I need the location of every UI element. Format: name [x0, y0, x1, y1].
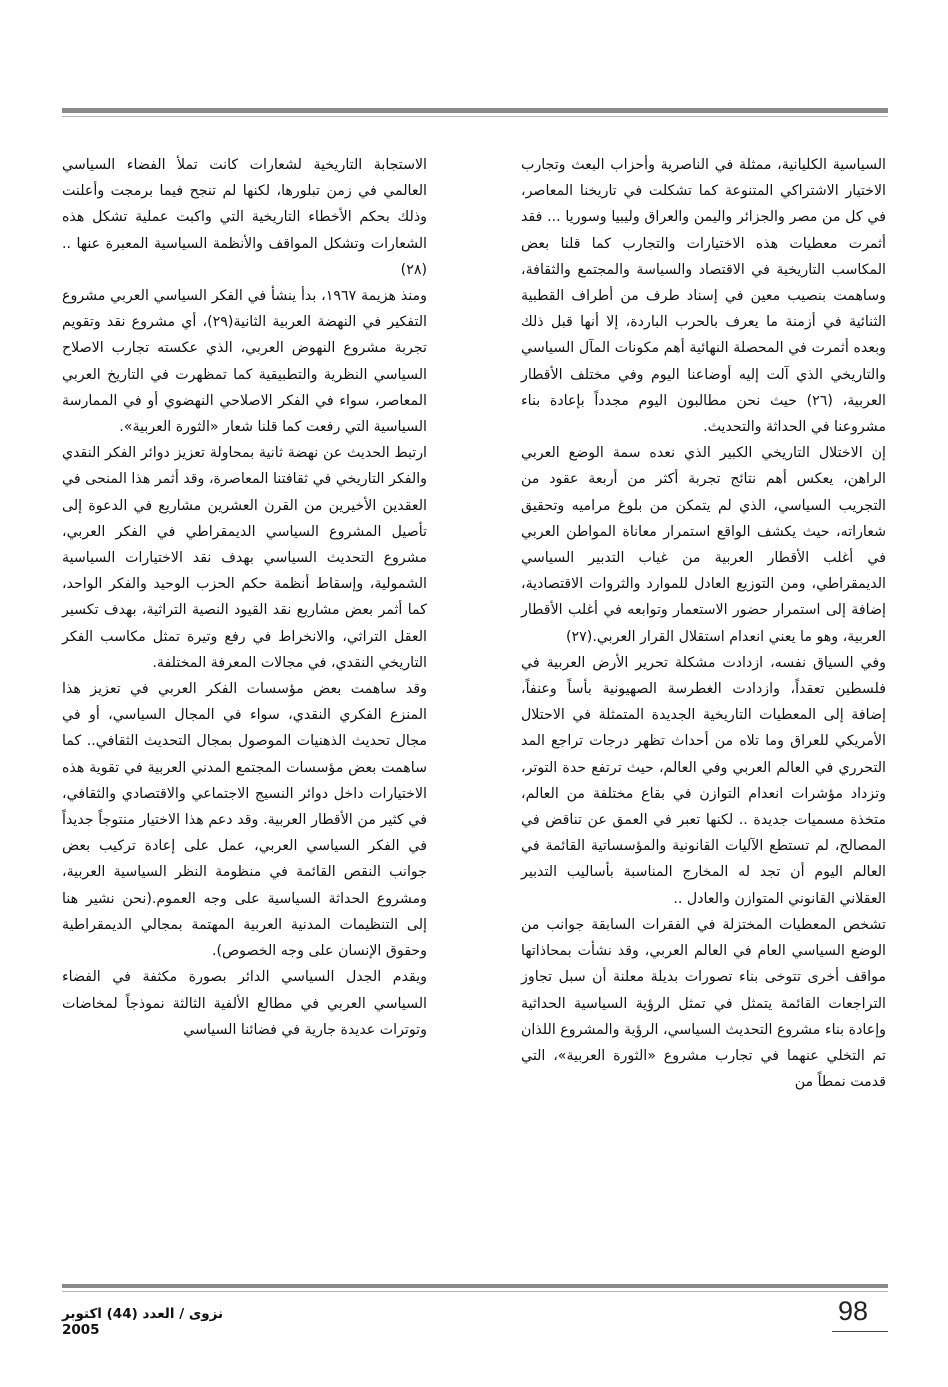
paragraph: ويقدم الجدل السياسي الدائر بصورة مكثفة في الفضاء السياسي العربي في مطالع الألفية الثالثة نموذجاً لمخاضات وتوترات عديدة جارية في فضائنا السياسي	[62, 969, 427, 1038]
footer-rule	[62, 1284, 888, 1288]
article-column-right	[521, 152, 886, 1095]
footer-rule-thin	[62, 1291, 888, 1292]
paragraph: إن الاختلال التاريخي الكبير الذي نعده سمة الوضع العربي الراهن، يعكس أهم نتائج تجربة أكثر من أربعة عقود من التجريب السياسي، الذي لم يتمكن من بلوغ مراميه وتحقيق شعاراته، حيث يكشف الواقع استمرار معاناة المواطن العربي في أغلب الأقطار العربية من غياب التدبير السياسي الديمقراطي، ومن التوزيع العادل للموارد والثروات الاقتصادية، إضافة إلى استمرار حضور الاستعمار وتوابعه في أغلب الأقطار العربية، وهو ما يعني انعدام استقلال القرار العربي.(٢٧)	[521, 445, 886, 645]
article-column-left	[62, 152, 427, 1043]
paragraph: السياسية الكليانية، ممثلة في الناصرية وأحزاب البعث وتجارب الاختيار الاشتراكي المتنوعة كما تشكلت في تاريخنا المعاصر، في كل من مصر والجزائر واليمن والعراق وليبيا وسوريا ... فقد أثمرت معطيات هذه الاختيارات والتجارب كما قلنا بعض المكاسب التاريخية في الاقتصاد والسياسة والمجتمع والثقافة، وساهمت بنصيب معين في إسناد طرف من أطراف القطبية الثنائية في أزمنة ما يعرف بالحرب الباردة، إلا أنها قبل ذلك وبعده أثمرت في المحصلة النهائية أهم مكونات المآل السياسي والتاريخي الذي آلت إليه أوضاعنا اليوم وفي مختلف الأقطار العربية، (٢٦) حيث نحن مطالبون اليوم مجدداً بإعادة بناء مشروعنا في الحداثة والتحديث.	[521, 157, 886, 436]
paragraph: وفي السياق نفسه، ازدادت مشكلة تحرير الأرض العربية في فلسطين تعقداً، وازدادت الغطرسة الصهيونية بأساً وعنفاً، إضافة إلى المعطيات التاريخية الجديدة المتمثلة في الاحتلال الأمريكي للعراق وما تلاه من أحداث تظهر درجات تراجع المد التحرري في العالم العربي وفي العالم، حيث ترتفع حدة التوتر، وتزداد مؤشرات انعدام التوازن في بقاع مختلفة من العالم، متخذة مسميات جديدة .. لكنها تعبر في العمق عن تناقض في المصالح، لم تستطع الآليات القانونية والمؤسساتية القائمة في العالم اليوم أن تجد له المخارج المناسبة بأساليب التدبير العقلاني القانوني المتوازن والعادل ..	[521, 654, 886, 907]
paragraph: ارتبط الحديث عن نهضة ثانية بمحاولة تعزيز دوائر الفكر النقدي والفكر التاريخي في ثقافتنا المعاصرة، وقد أثمر هذا المنحى في العقدين الأخيرين من القرن العشرين مشاريع في الدعوة إلى تأصيل المشروع السياسي الديمقراطي في الفكر العربي، مشروع التحديث السياسي بهدف نقد الاختيارات السياسية الشمولية، وإسقاط أنظمة حكم الحزب الوحيد والفكر الواحد، كما أثمر بعض مشاريع نقد القيود النصية التراثية، بهدف تكسير العقل التراثي، والانخراط في رفع وتيرة تمثل مكاسب الفكر التاريخي النقدي، في مجالات المعرفة المختلفة.	[62, 445, 427, 671]
page-number-underline	[832, 1331, 888, 1332]
journal-issue-label: نزوى / العدد (44) اكتوبر 2005	[62, 1306, 224, 1338]
paragraph: تشخص المعطيات المختزلة في الفقرات السابقة جوانب من الوضع السياسي العام في العالم العربي، وقد نشأت بمحاذاتها مواقف أخرى تتوخى بناء تصورات بديلة معلنة أن سبل تجاوز التراجعات القائمة يتمثل في تمثل الرؤية السياسية الحداثية وإعادة بناء مشروع التحديث السياسي، الرؤية والمشروع اللذان تم التخلي عنهما في تجارب مشروع «الثورة العربية»، التي قدمت نمطاً من	[521, 916, 886, 1091]
header-rule-thin	[62, 116, 888, 117]
paragraph: وقد ساهمت بعض مؤسسات الفكر العربي في تعزيز هذا المنزع الفكري النقدي، سواء في المجال السياسي، أو في مجال تحديث الذهنيات الموصول بمجال التحديث الثقافي.. كما ساهمت بعض مؤسسات المجتمع المدني العربية في تقوية هذه الاختيارات داخل دوائر النسيج الاجتماعي والاقتصادي والثقافي، في كثير من الأقطار العربية. وقد دعم هذا الاختيار منتوجاً جديداً في الفكر السياسي العربي، عمل على إعادة تركيب بعض جوانب النقص القائمة في منظومة النظر السياسية العربية، ومشروع الحداثة السياسية على وجه العموم.(نحن نشير هنا إلى التنظيمات المدنية العربية المهتمة بمجالي الديمقراطية وحقوق الإنسان على وجه الخصوص).	[62, 681, 427, 960]
header-rule	[62, 108, 888, 113]
page-number: 98	[838, 1296, 869, 1326]
paragraph: الاستجابة التاريخية لشعارات كانت تملأ الفضاء السياسي العالمي في زمن تبلورها، لكنها لم تنجح فيما برمجت وأعلنت وذلك بحكم الأخطاء التاريخية التي واكبت عملية تشكل هذه الشعارات وتشكل المواقف والأنظمة السياسية المعبرة عنها ..(٢٨)	[62, 157, 427, 278]
paragraph: ومنذ هزيمة ١٩٦٧، بدأ ينشأ في الفكر السياسي العربي مشروع التفكير في النهضة العربية الثانية(٢٩)، أي مشروع نقد وتقويم تجربة مشروع النهوض العربي، الذي عكسته تجارب الاصلاح السياسي النظرية والتطبيقية كما تمظهرت في التاريخ العربي المعاصر، سواء في الفكر الاصلاحي النهضوي أو في الممارسة السياسية التي رفعت كما قلنا شعار «الثورة العربية».	[62, 288, 428, 436]
